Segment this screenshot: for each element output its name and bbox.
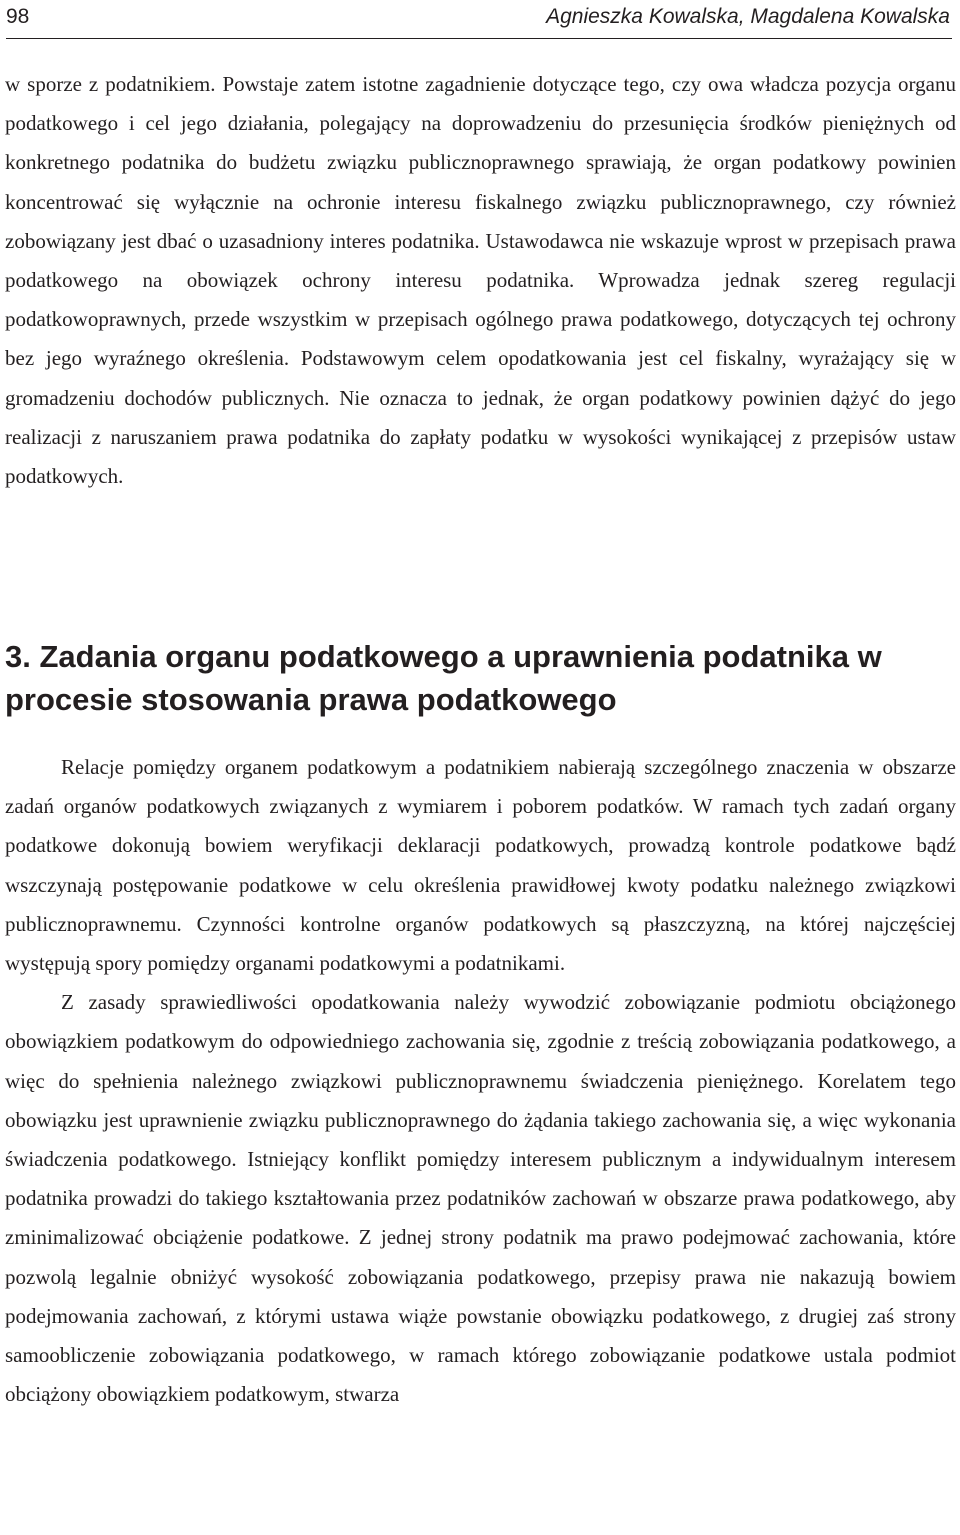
header-rule [6, 38, 952, 39]
paragraph-3: Z zasady sprawiedliwości opodatkowania należy wywodzić zobowiązanie podmiotu obciążonego obowiązkiem podatkowym do odpowiedniego zachowania się, zgodnie z treścią zobowiązania podatkowego, a więc do spełnienia należnego związkowi publicznoprawnemu świadczenia pieniężnego. Korelatem tego obowiązku jest uprawnienie związku publicznoprawnego do żądania takiego zachowania się, a więc wykonania świadczenia podatkowego. Istniejący konflikt pomiędzy interesem publicznym a indywidualnym interesem podatnika prowadzi do takiego kształtowania przez podatników zachowań w obszarze prawa podatkowego, aby zminimalizować obciążenie podatkowe. Z jednej strony podatnik ma prawo podejmować zachowania, które pozwolą legalnie obniżyć wysokość zobowiązania podatkowego, przepisy prawa nie nakazują bowiem podejmowania zachowań, z którymi ustawa wiąże powstanie obowiązku podatkowego, z drugiej zaś strony samoobliczenie zobowiązania podatkowego, w ramach którego zobowiązanie podatkowe ustala podmiot obciążony obowiązkiem podatkowym, stwarza [5, 990, 956, 1407]
running-header [6, 2, 950, 32]
running-header-authors: Agnieszka Kowalska, Magdalena Kowalska [546, 5, 950, 28]
paragraph-2: Relacje pomiędzy organem podatkowym a podatnikiem nabierają szczególnego znaczenia w obszarze zadań organów podatkowych związanych z wymiarem i poborem podatków. W ramach tych zadań organy podatkowe dokonują bowiem weryfikacji deklaracji podatkowych, prowadzą kontrole podatkowe bądź wszczynają postępowanie podatkowe w celu określenia prawidłowej kwoty podatku należnego związkowi publicznoprawnemu. Czynności kontrolne organów podatkowych są płaszczyzną, na której najczęściej występują spory pomiędzy organami podatkowymi a podatnikami. [5, 755, 956, 976]
paragraph-1: w sporze z podatnikiem. Powstaje zatem istotne zagadnienie dotyczące tego, czy owa władcza pozycja organu podatkowego i cel jego działania, polegający na doprowadzeniu do przesunięcia środków pieniężnych od konkretnego podatnika do budżetu związku publicznoprawnego sprawiają, że organ podatkowy powinien koncentrować się wyłącznie na ochronie interesu fiskalnego związku publicznoprawnego, czy również zobowiązany jest dbać o uzasadniony interes podatnika. Ustawodawca nie wskazuje wprost w przepisach prawa podatkowego na obowiązek ochrony interesu podatnika. Wprowadza jednak szereg regulacji podatkowoprawnych, przede wszystkim w przepisach ogólnego prawa podatkowego, dotyczących tej ochrony bez jego wyraźnego określenia. Podstawowym celem opodatkowania jest cel fiskalny, wyrażający się w gromadzeniu dochodów publicznych. Nie oznacza to jednak, że organ podatkowy powinien dążyć do jego realizacji z naruszaniem prawa podatnika do zapłaty podatku w wysokości wynikającej z przepisów ustaw podatkowych. [5, 72, 956, 489]
section-heading: 3. Zadania organu podatkowego a uprawnienia podatnika w procesie stosowania prawa podatkowego [5, 639, 882, 717]
text-block-top [5, 65, 956, 496]
page-number: 98 [6, 5, 30, 28]
text-block-bottom [5, 748, 956, 1414]
